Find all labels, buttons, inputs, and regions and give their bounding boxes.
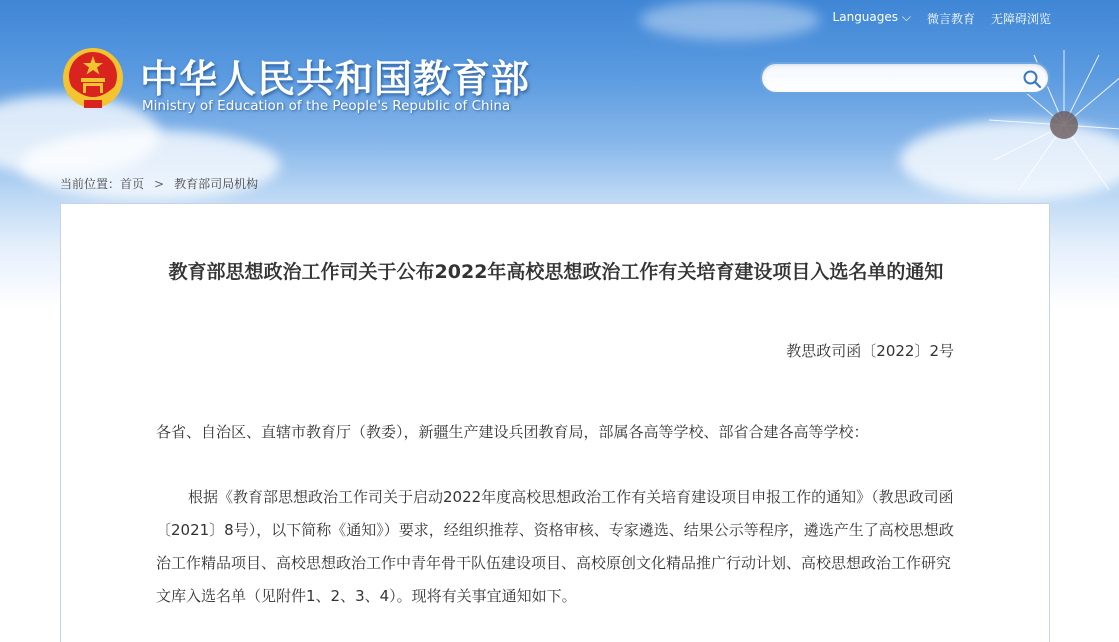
search-icon[interactable] [1022,69,1042,89]
site-title[interactable]: 中华人民共和国教育部 [140,57,531,101]
breadcrumb [60,175,258,192]
languages-label: Languages [832,10,899,24]
cloud-decoration [640,0,820,40]
languages-link[interactable] [833,10,911,27]
search-box [760,62,1050,94]
article-title: 教育部思想政治工作司关于公布2022年高校思想政治工作有关培育建设项目入选名单的通知 [168,261,944,283]
accessibility-link[interactable]: 无障碍浏览 [990,12,1051,26]
top-links [833,10,1051,27]
article-salutation: 各省、自治区、直辖市教育厅（教委），新疆生产建设兵团教育局，部属各高等学校、部省合建各高等学校： [156,423,869,441]
document-number: 教思政司函〔2022〕2号 [786,342,954,360]
national-emblem-icon [62,46,124,110]
breadcrumb-prefix: 当前位置： [60,177,121,191]
site-subtitle: Ministry of Education of the People's Republic of China [142,98,511,114]
chevron-down-icon: ⌵ [901,10,911,24]
article-panel [60,203,1050,642]
breadcrumb-home-link[interactable]: 首页 [120,177,145,191]
article-paragraph: 根据《教育部思想政治工作司关于启动2022年度高校思想政治工作有关培育建设项目申报工作的通知》（教思政司函〔2021〕8号），以下简称《通知》）要求，经组织推荐、资格审核、专家遴选、结果公示等程序，遴选产生了高校思想政治工作精品项目、高校思想政治工作中青年骨干队伍建设项目、高校原创文化精品推广行动计划、高校思想政治工作研究文库入选名单（见附件1、2、3、4）。现将有关事宜通知如下。 [156,488,954,605]
breadcrumb-current-link[interactable]: 教育部司局机构 [174,177,259,191]
search-input[interactable] [776,68,1016,90]
chevron-right-icon: > [154,177,165,191]
weixin-link[interactable]: 微言教育 [926,12,975,26]
